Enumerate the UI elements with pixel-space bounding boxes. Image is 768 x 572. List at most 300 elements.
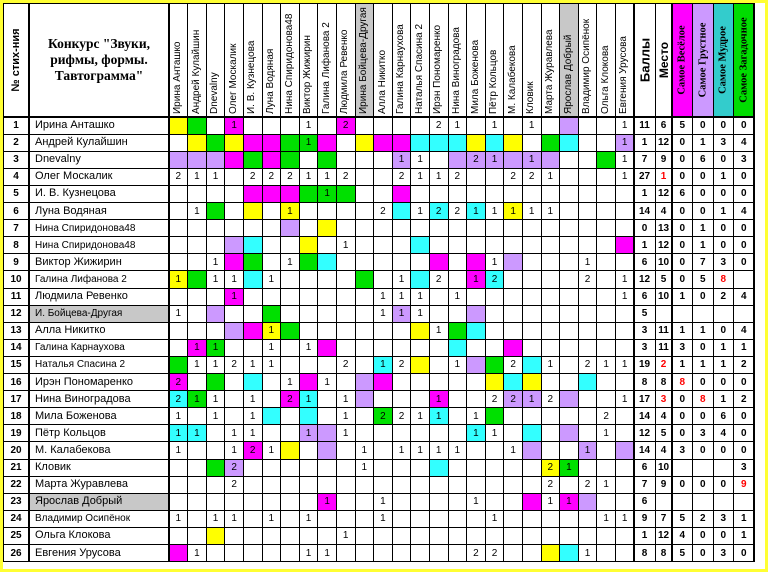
score-cell: 1 [342, 530, 349, 542]
row-index: 11 [10, 291, 22, 302]
score-cell [578, 391, 597, 408]
score-cell [299, 493, 318, 510]
score-cell [485, 493, 504, 510]
nomination-score [672, 493, 693, 510]
score-cell [281, 442, 300, 459]
score-cell [225, 374, 244, 391]
score-cell [429, 339, 448, 356]
nomination-score: 0 [679, 171, 686, 183]
score-cell [281, 527, 300, 544]
author-name: Людмила Ревенко [35, 290, 128, 302]
score-cell: 2 [510, 359, 516, 371]
row-index: 23 [10, 496, 22, 508]
score-cell: 1 [305, 120, 312, 131]
score-cell [188, 408, 207, 425]
score-cell [392, 391, 411, 408]
score-cell: 2 [603, 410, 609, 422]
score-cell [243, 510, 262, 527]
score-cell [336, 459, 355, 476]
judge-header: Мила Боженова [469, 39, 481, 114]
score-cell [615, 237, 634, 254]
nomination-score: 1 [720, 342, 727, 354]
score-cell [467, 220, 486, 237]
score-cell [188, 237, 207, 254]
score-cell [281, 476, 300, 493]
score-cell [262, 476, 281, 493]
score-cell [355, 408, 374, 425]
score-cell: 1 [454, 120, 461, 131]
score-cell: 1 [491, 427, 498, 439]
score-cell: 1 [281, 203, 300, 220]
nomination-score [713, 493, 734, 510]
score-cell: 1 [175, 308, 182, 320]
score-cell [262, 527, 281, 544]
score-cell: 1 [621, 291, 628, 302]
score-cell [299, 220, 318, 237]
nomination-score: 1 [720, 393, 727, 405]
nomination-score: 3 [720, 547, 727, 559]
judge-header: Ирэн Пономаренко [432, 24, 444, 114]
score-cell [504, 545, 523, 562]
author-name: Владимир Осипёнок [35, 513, 131, 525]
judge-header: Пётр Кольцов [488, 49, 500, 114]
author-name: Ярослав Добрый [29, 493, 169, 510]
score-cell: 1 [249, 427, 256, 439]
author-name: Марта Журавлева [35, 478, 128, 491]
row-index: 24 [10, 513, 22, 525]
score-cell: 1 [287, 256, 293, 268]
score-cell: 1 [621, 154, 628, 166]
score-cell [336, 374, 355, 391]
score-cell: 1 [380, 291, 386, 302]
score-cell: 2 [249, 171, 256, 183]
score-cell [243, 151, 262, 168]
nomination-score: 0 [679, 393, 686, 405]
score-cell [485, 134, 504, 151]
score-cell: 1 [398, 273, 405, 285]
score-cell [429, 510, 448, 527]
author-name: Мила Боженова [35, 409, 117, 422]
score-cell [504, 493, 523, 510]
score-cell [169, 339, 188, 356]
total-score: 12 [638, 427, 651, 439]
author-name: Андрей Кулайшин [35, 136, 128, 149]
judge-header: Людмила Ревенко [339, 29, 351, 114]
score-cell [597, 493, 616, 510]
score-cell [299, 288, 318, 305]
nomination-score: 1 [699, 239, 706, 251]
score-cell [541, 237, 560, 254]
author-name: Кловик [35, 461, 71, 473]
nomination-score: 8 [720, 273, 727, 285]
score-cell: 1 [194, 547, 200, 559]
score-cell [262, 203, 281, 220]
author-name: Алла Никитко [35, 324, 106, 337]
score-cell [206, 476, 225, 493]
score-cell [522, 254, 541, 271]
nomination-score: 6 [699, 154, 706, 166]
score-cell [467, 134, 486, 151]
score-cell [560, 510, 579, 527]
score-cell: 1 [231, 273, 237, 285]
score-cell: 2 [435, 273, 442, 285]
score-cell: 1 [454, 444, 461, 456]
score-cell [392, 254, 411, 271]
score-cell [448, 510, 467, 527]
score-cell [597, 203, 616, 220]
score-cell [243, 339, 262, 356]
score-cell: 1 [324, 547, 330, 559]
nomination-score: 0 [720, 154, 727, 166]
row-index: 16 [10, 376, 22, 388]
score-cell [541, 510, 560, 527]
score-cell [504, 459, 523, 476]
score-cell [411, 459, 430, 476]
score-cell [467, 442, 486, 459]
nomination-score: 1 [740, 530, 747, 542]
score-cell [374, 185, 393, 202]
score-cell [560, 391, 579, 408]
score-cell [560, 134, 579, 151]
score-cell: 2 [398, 359, 405, 371]
score-cell [485, 288, 504, 305]
score-cell [467, 527, 486, 544]
score-cell [615, 374, 634, 391]
score-cell [597, 322, 616, 339]
author-name: Ирина Анташко [35, 119, 115, 131]
score-cell [336, 322, 355, 339]
place-value: 2 [660, 359, 667, 371]
place-value: 12 [657, 530, 670, 542]
score-cell: 1 [194, 359, 200, 371]
nomination-score: 0 [720, 222, 727, 234]
score-cell [522, 545, 541, 562]
score-cell: 1 [417, 410, 423, 422]
nomination-score: 0 [699, 376, 706, 388]
score-cell: 1 [206, 339, 225, 356]
score-cell [281, 288, 300, 305]
score-cell [299, 203, 318, 220]
score-cell [522, 220, 541, 237]
score-cell [578, 305, 597, 322]
score-cell [615, 220, 634, 237]
score-cell [262, 185, 281, 202]
score-cell [392, 374, 411, 391]
score-cell [262, 237, 281, 254]
score-cell [597, 459, 616, 476]
nomination-score: 1 [679, 359, 686, 371]
score-cell: 1 [547, 496, 554, 508]
score-cell [504, 134, 523, 151]
score-cell [188, 185, 207, 202]
score-cell [299, 322, 318, 339]
score-cell [392, 134, 411, 151]
score-cell [485, 476, 504, 493]
score-cell [374, 117, 393, 134]
score-cell [318, 220, 337, 237]
score-cell [318, 288, 337, 305]
row-index: 18 [10, 410, 22, 422]
score-cell: 1 [615, 134, 634, 151]
score-cell [299, 442, 318, 459]
judge-header: Галина Карнаухова [395, 24, 407, 114]
score-cell [597, 288, 616, 305]
nomination-score: 1 [720, 171, 727, 183]
score-cell [560, 339, 579, 356]
nomination-score: 3 [740, 154, 747, 166]
nomination-score: 6 [720, 410, 727, 422]
nomination-score: 1 [699, 222, 706, 234]
score-cell [448, 374, 467, 391]
score-cell [243, 237, 262, 254]
score-cell [262, 374, 281, 391]
nomination-score: 0 [740, 256, 747, 268]
score-cell [355, 305, 374, 322]
row-index: 1 [13, 120, 19, 131]
score-cell [541, 288, 560, 305]
score-cell [411, 545, 430, 562]
nomination-score: 3 [679, 342, 686, 354]
nomination-score: 0 [699, 547, 706, 559]
score-cell [336, 339, 355, 356]
total-score: 6 [641, 496, 648, 508]
score-cell [225, 220, 244, 237]
nomination-score: 0 [720, 325, 727, 337]
nomination-score: 3 [699, 427, 706, 439]
score-cell [429, 493, 448, 510]
nomination-score: 0 [679, 479, 686, 491]
score-cell [504, 185, 523, 202]
score-cell: 1 [361, 444, 368, 456]
score-cell [467, 168, 486, 185]
score-cell: 1 [188, 391, 207, 408]
score-cell [615, 305, 634, 322]
score-cell: 1 [467, 203, 486, 220]
score-cell: 2 [169, 374, 188, 391]
score-cell [225, 305, 244, 322]
score-cell [411, 476, 430, 493]
score-cell [522, 459, 541, 476]
place-value: 5 [660, 427, 667, 439]
score-cell [411, 271, 430, 288]
score-cell [188, 117, 207, 134]
score-cell [188, 459, 207, 476]
score-cell [188, 374, 207, 391]
score-cell [243, 220, 262, 237]
score-cell [374, 425, 393, 442]
score-cell [169, 527, 188, 544]
score-cell: 1 [467, 425, 486, 442]
score-cell [578, 322, 597, 339]
row-index: 3 [13, 154, 19, 166]
nomination-score: 4 [720, 427, 727, 439]
score-cell [243, 185, 262, 202]
nomination-score: 5 [679, 513, 686, 525]
row-index: 17 [10, 393, 22, 405]
total-score: 17 [638, 393, 651, 405]
score-cell [336, 203, 355, 220]
author-name: И. Бойцева-Другая [29, 305, 169, 322]
score-cell [355, 117, 374, 134]
author-name: Нина Спиридонова48 [35, 239, 136, 251]
nomination-score: 8 [679, 376, 686, 388]
score-cell [188, 151, 207, 168]
nomination-score [693, 459, 714, 476]
score-cell [504, 339, 523, 356]
place-value: 11 [658, 342, 669, 354]
score-cell [392, 117, 411, 134]
place-value: 7 [660, 513, 667, 525]
nomination-score: 0 [699, 205, 706, 217]
score-cell [522, 305, 541, 322]
score-cell [281, 117, 300, 134]
score-cell [206, 203, 225, 220]
score-cell [578, 185, 597, 202]
judge-header: Кловик [525, 81, 537, 114]
score-cell [355, 425, 374, 442]
total-score: 7 [641, 479, 648, 491]
score-cell [560, 356, 579, 373]
total-score: 6 [641, 462, 648, 473]
score-cell [597, 117, 616, 134]
score-cell [429, 151, 448, 168]
nomination-score: 0 [720, 479, 727, 491]
score-cell [355, 545, 374, 562]
score-cell [448, 391, 467, 408]
score-cell [597, 168, 616, 185]
score-cell: 1 [225, 288, 244, 305]
score-cell: 1 [621, 513, 628, 525]
row-index: 7 [13, 222, 19, 234]
score-cell [504, 151, 523, 168]
score-cell [597, 220, 616, 237]
score-cell [485, 356, 504, 373]
score-cell [374, 151, 393, 168]
score-cell [541, 117, 560, 134]
score-cell [243, 134, 262, 151]
score-cell [560, 185, 579, 202]
score-cell [206, 527, 225, 544]
score-cell [448, 254, 467, 271]
score-cell: 1 [212, 256, 219, 268]
score-cell: 1 [287, 376, 293, 388]
score-cell [318, 356, 337, 373]
total-score: 6 [641, 291, 648, 302]
index-column-header: № стих-ния [10, 28, 22, 92]
nomination-score: 0 [699, 479, 706, 491]
score-cell [225, 322, 244, 339]
score-cell: 1 [268, 513, 275, 525]
score-cell [299, 476, 318, 493]
nomination-score: 0 [699, 171, 706, 183]
nomination-score [693, 493, 714, 510]
nomination-score: 0 [720, 444, 727, 456]
score-cell [243, 271, 262, 288]
score-cell [374, 322, 393, 339]
score-cell [522, 356, 541, 373]
score-cell [541, 305, 560, 322]
score-cell [243, 322, 262, 339]
score-cell: 1 [231, 444, 237, 456]
contest-title: Конкурс "Звуки, рифмы, формы. Тавтограмма" [48, 36, 150, 83]
score-cell [188, 527, 207, 544]
score-cell [281, 408, 300, 425]
score-cell [188, 476, 207, 493]
score-cell [597, 527, 616, 544]
score-cell [225, 527, 244, 544]
nomination-score: 1 [699, 137, 706, 149]
score-cell [429, 288, 448, 305]
nomination-score: 0 [740, 120, 747, 131]
score-cell [411, 237, 430, 254]
score-cell [411, 117, 430, 134]
total-score: 12 [638, 273, 651, 285]
score-cell: 1 [169, 271, 188, 288]
score-cell [392, 322, 411, 339]
score-cell [225, 254, 244, 271]
score-cell: 2 [380, 205, 386, 217]
score-cell: 1 [417, 291, 423, 302]
score-cell: 2 [454, 171, 461, 183]
nomination-score: 0 [679, 427, 686, 439]
score-cell [262, 134, 281, 151]
score-cell [541, 134, 560, 151]
score-cell [392, 493, 411, 510]
score-cell [541, 374, 560, 391]
total-score: 3 [641, 342, 648, 354]
score-cell [615, 322, 634, 339]
nomination-score: 0 [699, 120, 706, 131]
score-cell [318, 271, 337, 288]
score-cell: 1 [380, 513, 386, 525]
place-value: 6 [660, 120, 667, 131]
nomination-score: 0 [679, 410, 686, 422]
score-cell: 1 [429, 391, 448, 408]
score-cell: 1 [175, 410, 182, 422]
score-cell [169, 185, 188, 202]
score-cell: 1 [305, 342, 312, 354]
score-cell: 1 [603, 359, 609, 371]
score-cell [615, 442, 634, 459]
score-cell: 1 [621, 120, 628, 131]
nomination-score: 3 [720, 137, 727, 149]
score-cell [448, 476, 467, 493]
score-cell: 1 [621, 273, 628, 285]
score-cell [411, 510, 430, 527]
score-cell [336, 185, 355, 202]
score-cell [336, 476, 355, 493]
row-index: 15 [10, 359, 22, 371]
nomination-score [713, 305, 734, 322]
score-cell [225, 203, 244, 220]
total-score: 8 [641, 547, 648, 559]
score-cell [336, 493, 355, 510]
author-name: Виктор Жижирин [35, 255, 122, 268]
author-name: Галина Лифанова 2 [35, 273, 127, 285]
score-cell: 1 [621, 393, 628, 405]
score-cell: 1 [318, 185, 337, 202]
score-cell [597, 305, 616, 322]
score-cell [448, 459, 467, 476]
score-cell: 2 [243, 442, 262, 459]
score-cell [597, 237, 616, 254]
score-cell: 1 [547, 359, 554, 371]
score-cell [429, 185, 448, 202]
score-cell [522, 374, 541, 391]
score-cell [560, 527, 579, 544]
score-cell [299, 237, 318, 254]
score-cell: 1 [380, 308, 386, 320]
